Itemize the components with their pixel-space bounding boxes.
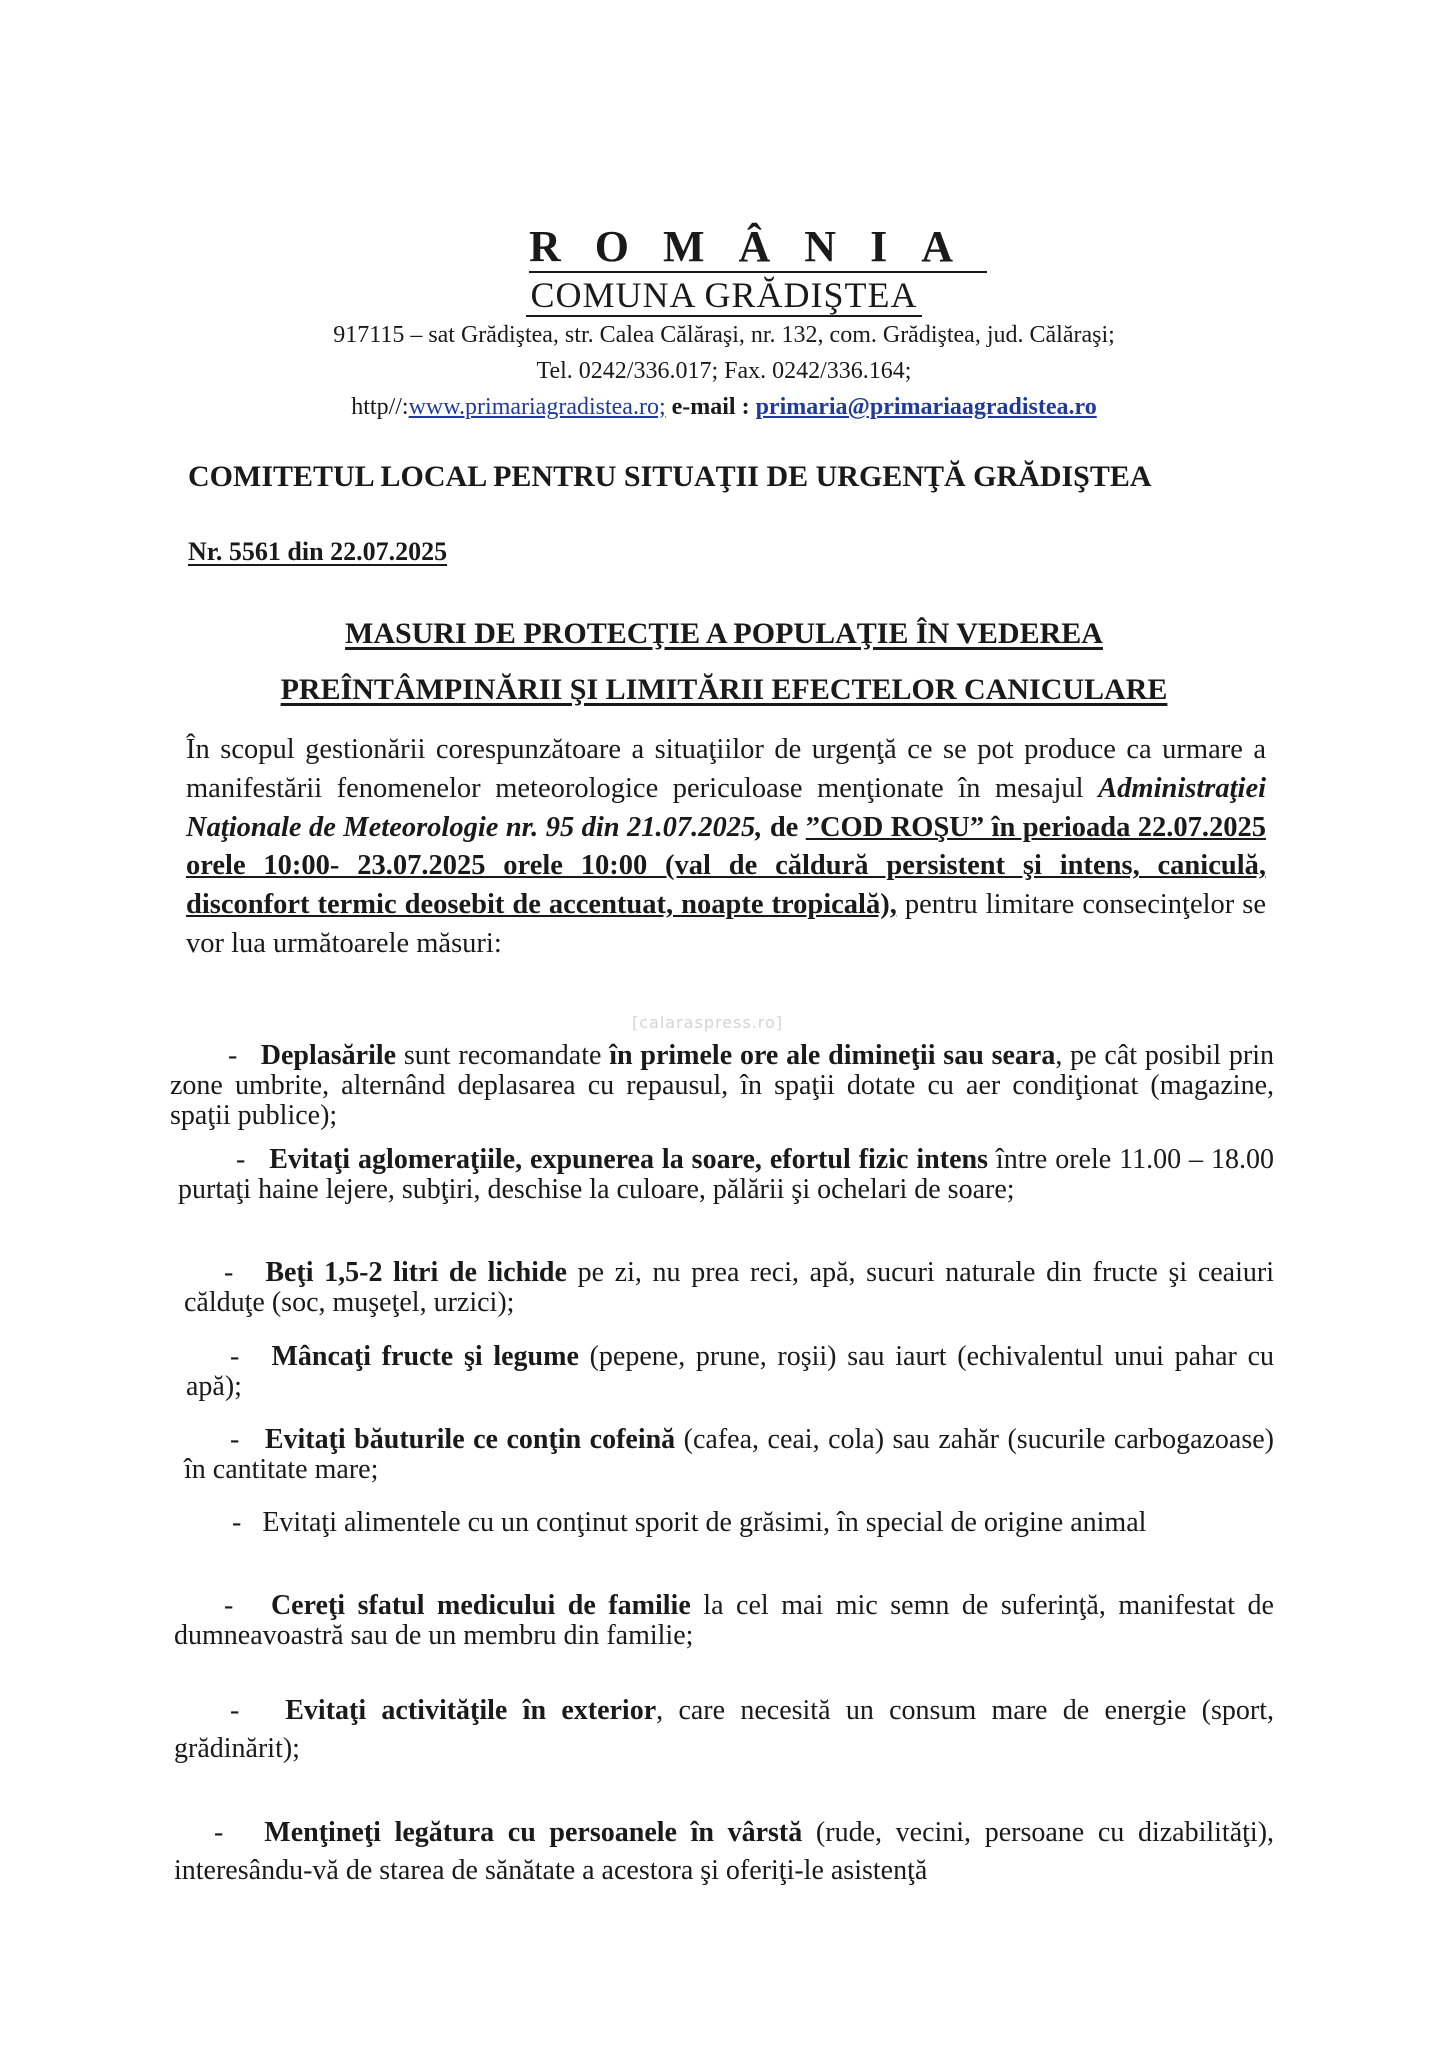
measure-item <box>174 1692 1274 1768</box>
title-line-2: PREÎNTÂMPINĂRII ŞI LIMITĂRII EFECTELOR CANICULARE <box>280 673 1168 706</box>
measure-dash: - <box>230 1341 272 1372</box>
measure-text: între orele 11.00 – 18.00 purtaţi haine lejere, subţiri, deschise la culoare, pălării şi ochelari de soare; <box>178 1144 1274 1205</box>
website-link[interactable]: www.primariagradistea.ro; <box>408 394 666 420</box>
title-line-1: MASURI DE PROTECŢIE A POPULAŢIE ÎN VEDEREA <box>345 617 1103 650</box>
intro-de: de <box>769 811 799 843</box>
intro-paragraph <box>186 731 1266 964</box>
measure-emphasis: Deplasările <box>260 1040 397 1071</box>
web-email-line <box>0 392 1448 422</box>
measure-item <box>170 1041 1274 1131</box>
intro-text-end: pentru limitare consecinţelor se vor lua următoarele măsuri: <box>186 889 1267 959</box>
measure-dash: - <box>230 1695 286 1726</box>
measure-text: (pepene, prune, roşii) sau iaurt (echivalentul unui pahar cu apă); <box>186 1341 1274 1402</box>
measure-emphasis: Evitaţi aglomeraţiile, expunerea la soare, efortul fizic intens <box>269 1144 988 1175</box>
measure-emphasis: Cereţi sfatul medicului de familie <box>270 1590 691 1621</box>
measure-text: la cel mai mic semn de suferinţă, manifestat de dumneavoastră sau de un membru din familie; <box>174 1590 1274 1651</box>
watermark: [calaraspress.ro] <box>632 1013 784 1032</box>
red-code-period: ”COD ROŞU” în perioada 22.07.2025 orele 10:00- 23.07.2025 orele 10:00 (val de căldură persistent şi intens, caniculă, disconfort termic deosebit de accentuat, noapte tropicală), <box>186 811 1267 921</box>
measure-text: pe zi, nu prea reci, apă, sucuri naturale din fructe şi ceaiuri călduţe (soc, muşeţel, urzici); <box>184 1257 1274 1318</box>
web-prefix: http//: <box>351 394 409 420</box>
measure-emphasis: Beţi 1,5-2 litri de lichide <box>265 1257 567 1288</box>
meteorology-reference: Administraţiei Naţionale de Meteorologie nr. 95 din 21.07.2025, <box>186 772 1267 843</box>
email-link[interactable]: primaria@primariaagradistea.ro <box>755 394 1097 420</box>
measure-dash: - <box>232 1507 263 1538</box>
measure-emphasis-2: în primele ore ale dimineţii sau seara <box>609 1040 1056 1071</box>
measure-emphasis: Evitaţi băuturile ce conţin cofeină <box>264 1424 676 1455</box>
intro-text: În scopul gestionării corespunzătoare a situaţiilor de urgenţă ce se pot produce ca urmare a manifestării fenomenelor meteorologice periculoase menţionate în mesajul <box>186 734 1266 804</box>
measure-dash: - <box>214 1817 265 1848</box>
measure-item <box>174 1591 1274 1651</box>
measure-dash: - <box>228 1040 261 1071</box>
measure-item <box>174 1814 1274 1890</box>
measure-text: (cafea, ceai, cola) sau zahăr (sucurile carbogazoase) în cantitate mare; <box>184 1424 1275 1485</box>
measure-dash: - <box>224 1590 271 1621</box>
measure-emphasis: Mâncaţi fructe şi legume <box>271 1341 579 1372</box>
measure-text: , care necesită un consum mare de energie (sport, grădinărit); <box>174 1695 1275 1764</box>
phone-fax-line: Tel. 0242/336.017; Fax. 0242/336.164; <box>536 358 912 384</box>
email-label: e-mail : <box>671 394 750 420</box>
measure-item <box>186 1342 1274 1402</box>
measure-item <box>178 1145 1274 1205</box>
measure-item <box>184 1425 1274 1485</box>
commune-heading: COMUNA GRĂDIŞTEA <box>0 274 1448 316</box>
measure-text-2: , pe cât posibil prin zone umbrite, alternând deplasarea cu repausul, în spaţii dotate cu aer condiţionat (magazine, spaţii publice); <box>170 1040 1274 1131</box>
country-heading: ROMÂNIA <box>529 222 987 271</box>
measure-dash: - <box>236 1144 270 1175</box>
measure-dash: - <box>230 1424 265 1455</box>
address-line: 917115 – sat Grădiştea, str. Calea Călăraşi, nr. 132, com. Grădiştea, jud. Călăraşi; <box>333 322 1115 348</box>
measure-item <box>186 1508 1274 1538</box>
measure-dash: - <box>224 1257 266 1288</box>
measure-emphasis: Menţineţi legătura cu persoanele în vârstă <box>264 1817 803 1848</box>
measure-text: (rude, vecini, persoane cu dizabilităţi), interesându-vă de starea de sănătate a acestora şi oferiţi-le asistenţă <box>174 1817 1275 1886</box>
document-number: Nr. 5561 din 22.07.2025 <box>188 537 448 566</box>
measure-emphasis: Evitaţi activităţile în exterior <box>285 1695 657 1726</box>
measure-item <box>184 1258 1274 1318</box>
committee-heading: COMITETUL LOCAL PENTRU SITUAŢII DE URGENŢĂ GRĂDIŞTEA <box>188 460 1152 493</box>
measure-text: Evitaţi alimentele cu un conţinut sporit de grăsimi, în special de origine animal <box>262 1507 1147 1538</box>
measure-text: sunt recomandate <box>396 1040 610 1071</box>
